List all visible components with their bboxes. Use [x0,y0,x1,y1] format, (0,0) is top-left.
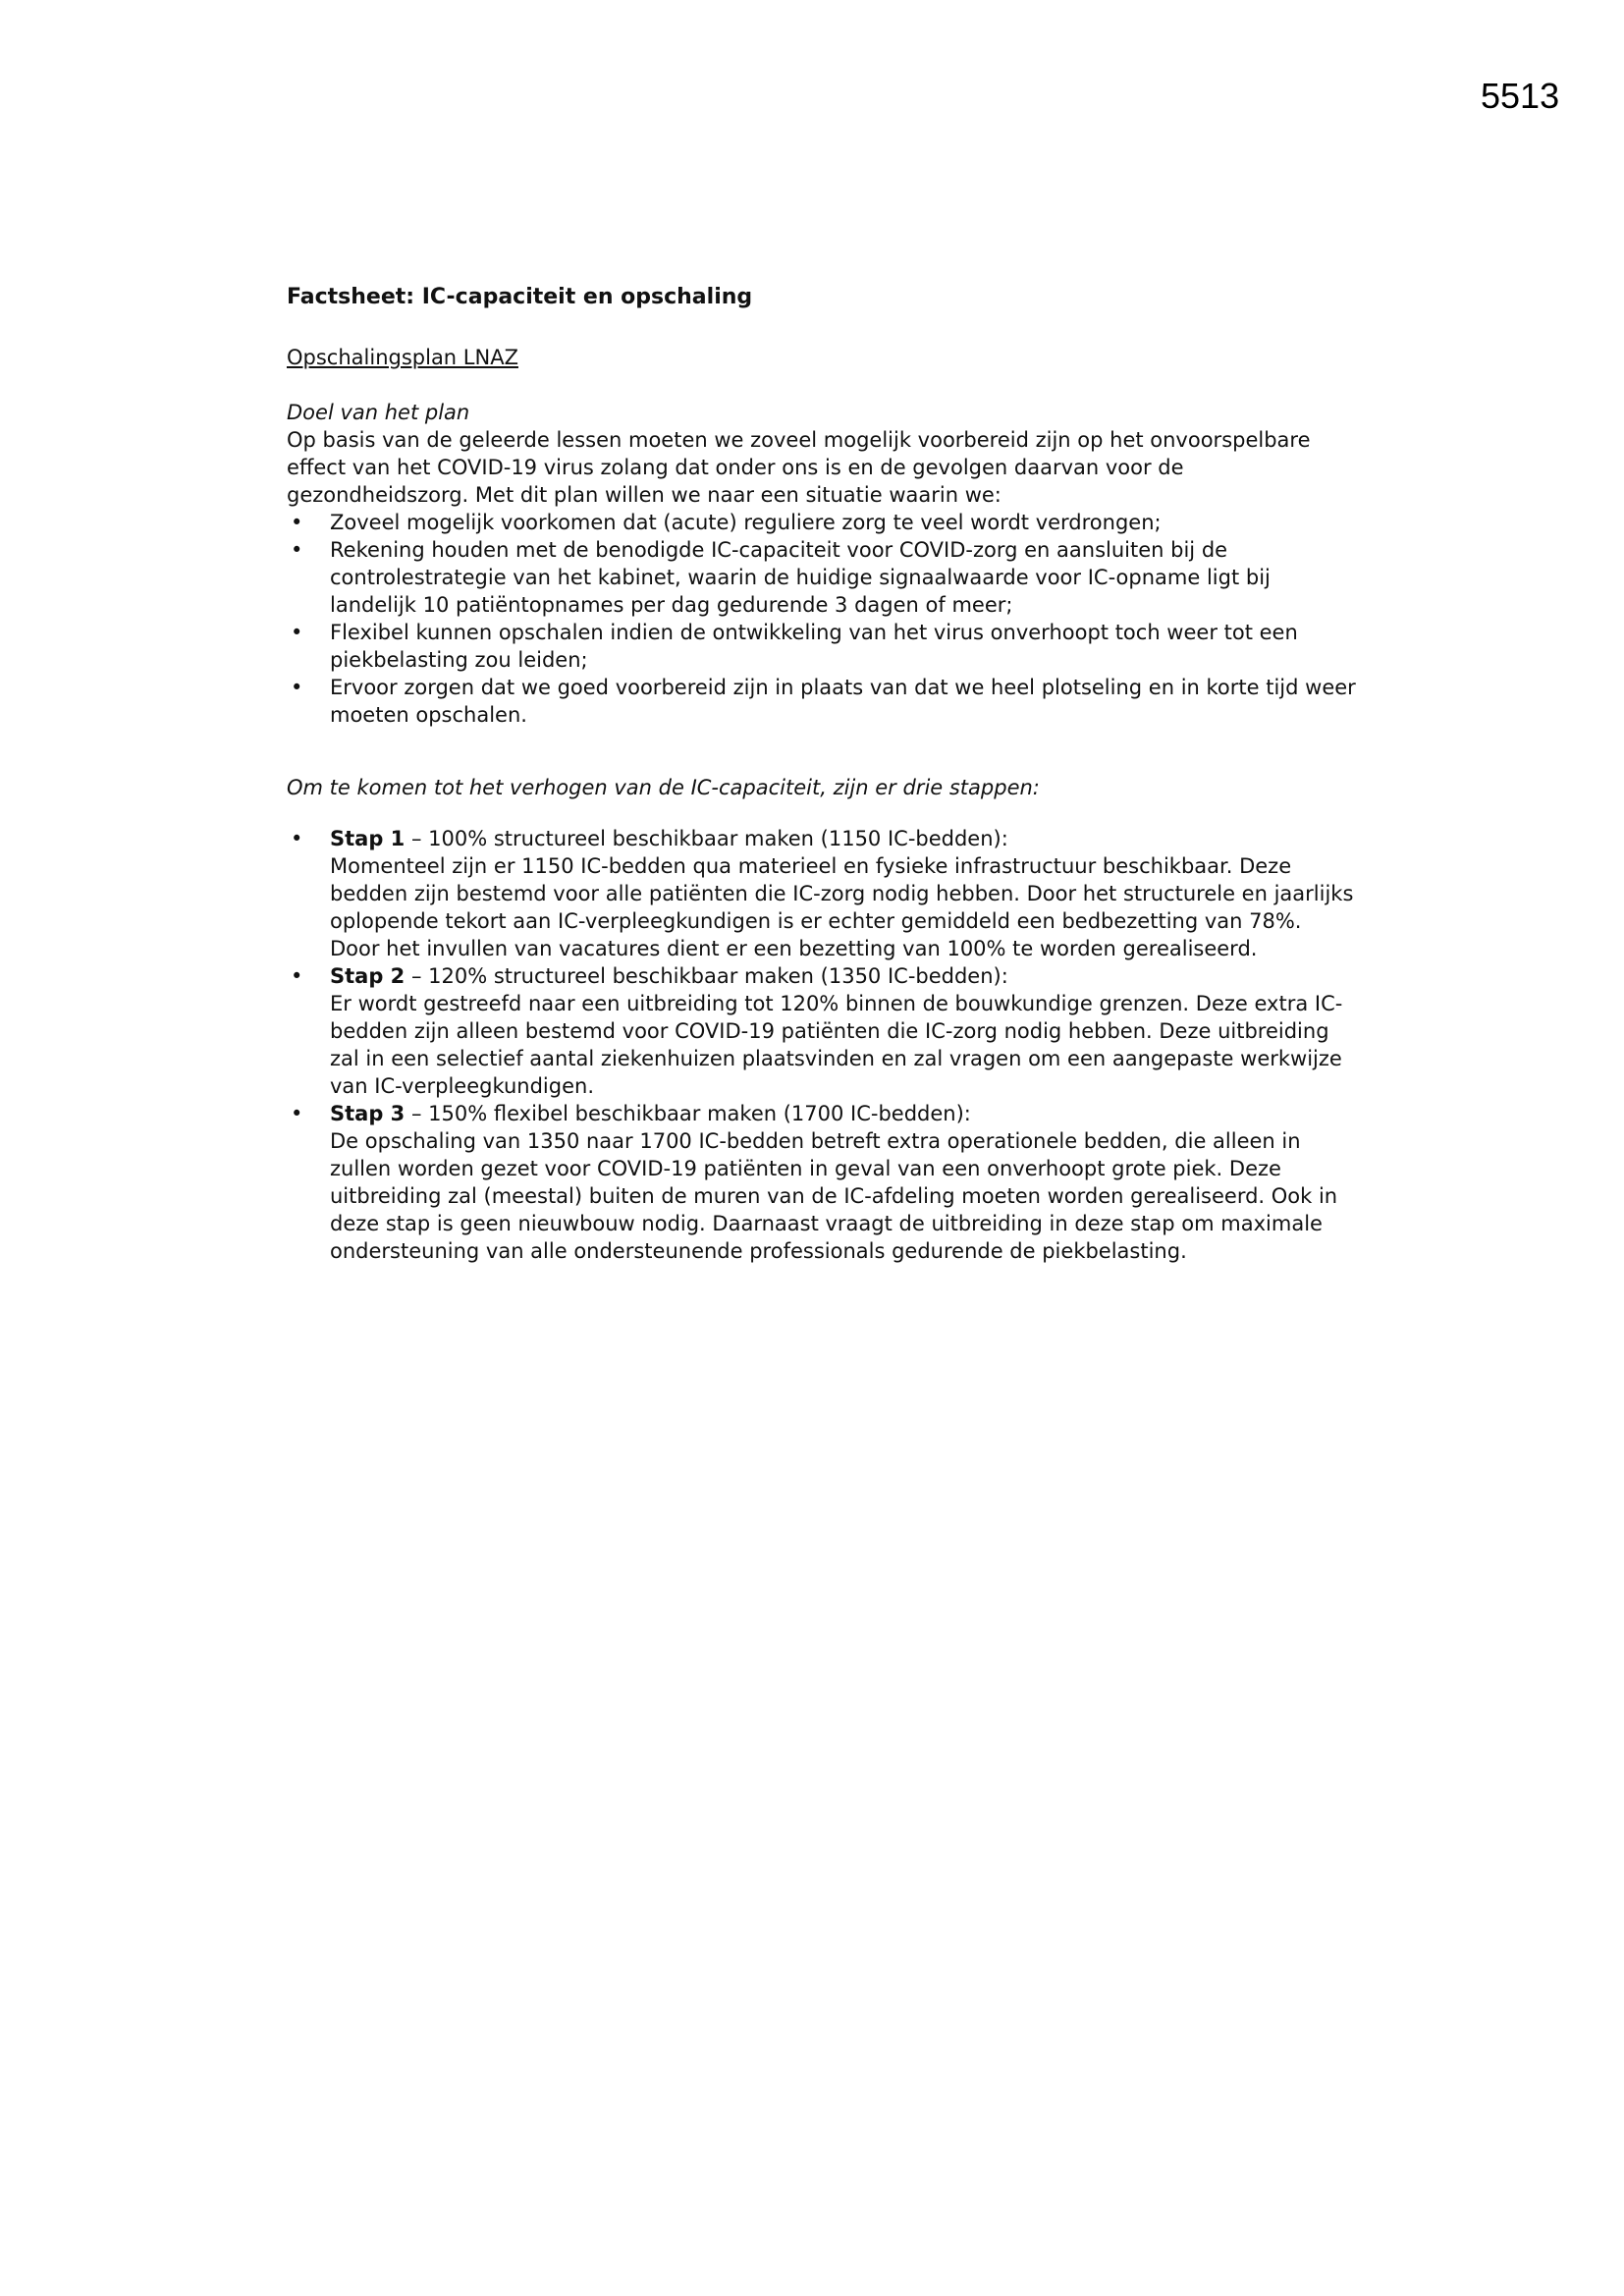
bullet-icon: • [291,621,303,644]
list-item [287,619,1357,674]
step-label: Stap 3 [330,1102,406,1125]
document-title: Factsheet: IC-capaciteit en opschaling [287,285,753,309]
list-item [287,536,1357,619]
document-body [287,283,1357,1265]
bullet-icon: • [291,511,303,534]
list-item-text: Ervoor zorgen dat we goed voorbereid zijn in plaats van dat we heel plotseling en in korte tijd weer moeten opschalen. [330,676,1356,727]
list-item-text: Rekening houden met de benodigde IC-capaciteit voor COVID-zorg en aansluiten bij de controlestrategie van het kabinet, waarin de huidige signaalwaarde voor IC-opname ligt bij landelijk 10 patiëntopnames per dag gedurende 3 dagen of meer; [330,538,1271,617]
step-summary: – 150% flexibel beschikbaar maken (1700 IC-bedden): [405,1102,971,1125]
goal-bullet-list [287,509,1357,729]
list-item [287,509,1357,536]
step-summary: – 120% structureel beschikbaar maken (1350 IC-bedden): [405,964,1008,988]
step-label: Stap 1 [330,827,406,850]
list-item [287,674,1357,729]
step-body: Er wordt gestreefd naar een uitbreiding tot 120% binnen de bouwkundige grenzen. Deze extra IC-bedden zijn alleen bestemd voor COVID-19 patiënten die IC-zorg nodig hebben. Deze uitbreiding zal in een selectief aantal ziekenhuizen plaatsvinden en zal vragen om een aangepaste werkwijze van IC-verpleegkundigen. [330,992,1343,1098]
bullet-icon: • [291,676,303,699]
goal-heading: Doel van het plan [287,401,470,424]
step-body: De opschaling van 1350 naar 1700 IC-bedden betreft extra operationele bedden, die alleen in zullen worden gezet voor COVID-19 patiënten in geval van een onverhoopt grote piek. Deze uitbreiding zal (meestal) buiten de muren van de IC-afdeling moeten worden gerealiseerd. Ook in deze stap is geen nieuwbouw nodig. Daarnaast vraagt de uitbreiding in deze stap om maximale ondersteuning van alle ondersteunende professionals gedurende de piekbelasting. [330,1129,1338,1263]
bullet-icon: • [291,964,303,988]
steps-intro: Om te komen tot het verhogen van de IC-capaciteit, zijn er drie stappen: [287,776,1040,799]
step-body: Momenteel zijn er 1150 IC-bedden qua materieel en fysieke infrastructuur beschikbaar. Deze bedden zijn bestemd voor alle patiënten die IC-zorg nodig hebben. Door het structurele en jaarlijks oplopende tekort aan IC-verpleegkundigen is er echter gemiddeld een bedbezetting van 78%. Door het invullen van vacatures dient er een bezetting van 100% te worden gerealiseerd. [330,854,1354,960]
step-label: Stap 2 [330,964,406,988]
steps-list [287,825,1357,1265]
page-number: 5513 [1481,76,1560,116]
document-subtitle: Opschalingsplan LNAZ [287,346,518,369]
bullet-icon: • [291,538,303,562]
step-item [287,1100,1357,1265]
goal-intro: Op basis van de geleerde lessen moeten we zoveel mogelijk voorbereid zijn op het onvoorspelbare effect van het COVID-19 virus zolang dat onder ons is en de gevolgen daarvan voor de gezondheidszorg. Met dit plan willen we naar een situatie waarin we: [287,428,1311,507]
bullet-icon: • [291,1102,303,1125]
step-summary: – 100% structureel beschikbaar maken (1150 IC-bedden): [405,827,1008,850]
step-item [287,825,1357,962]
list-item-text: Zoveel mogelijk voorkomen dat (acute) reguliere zorg te veel wordt verdrongen; [330,511,1162,534]
step-item [287,962,1357,1100]
list-item-text: Flexibel kunnen opschalen indien de ontwikkeling van het virus onverhoopt toch weer tot een piekbelasting zou leiden; [330,621,1298,672]
bullet-icon: • [291,827,303,850]
